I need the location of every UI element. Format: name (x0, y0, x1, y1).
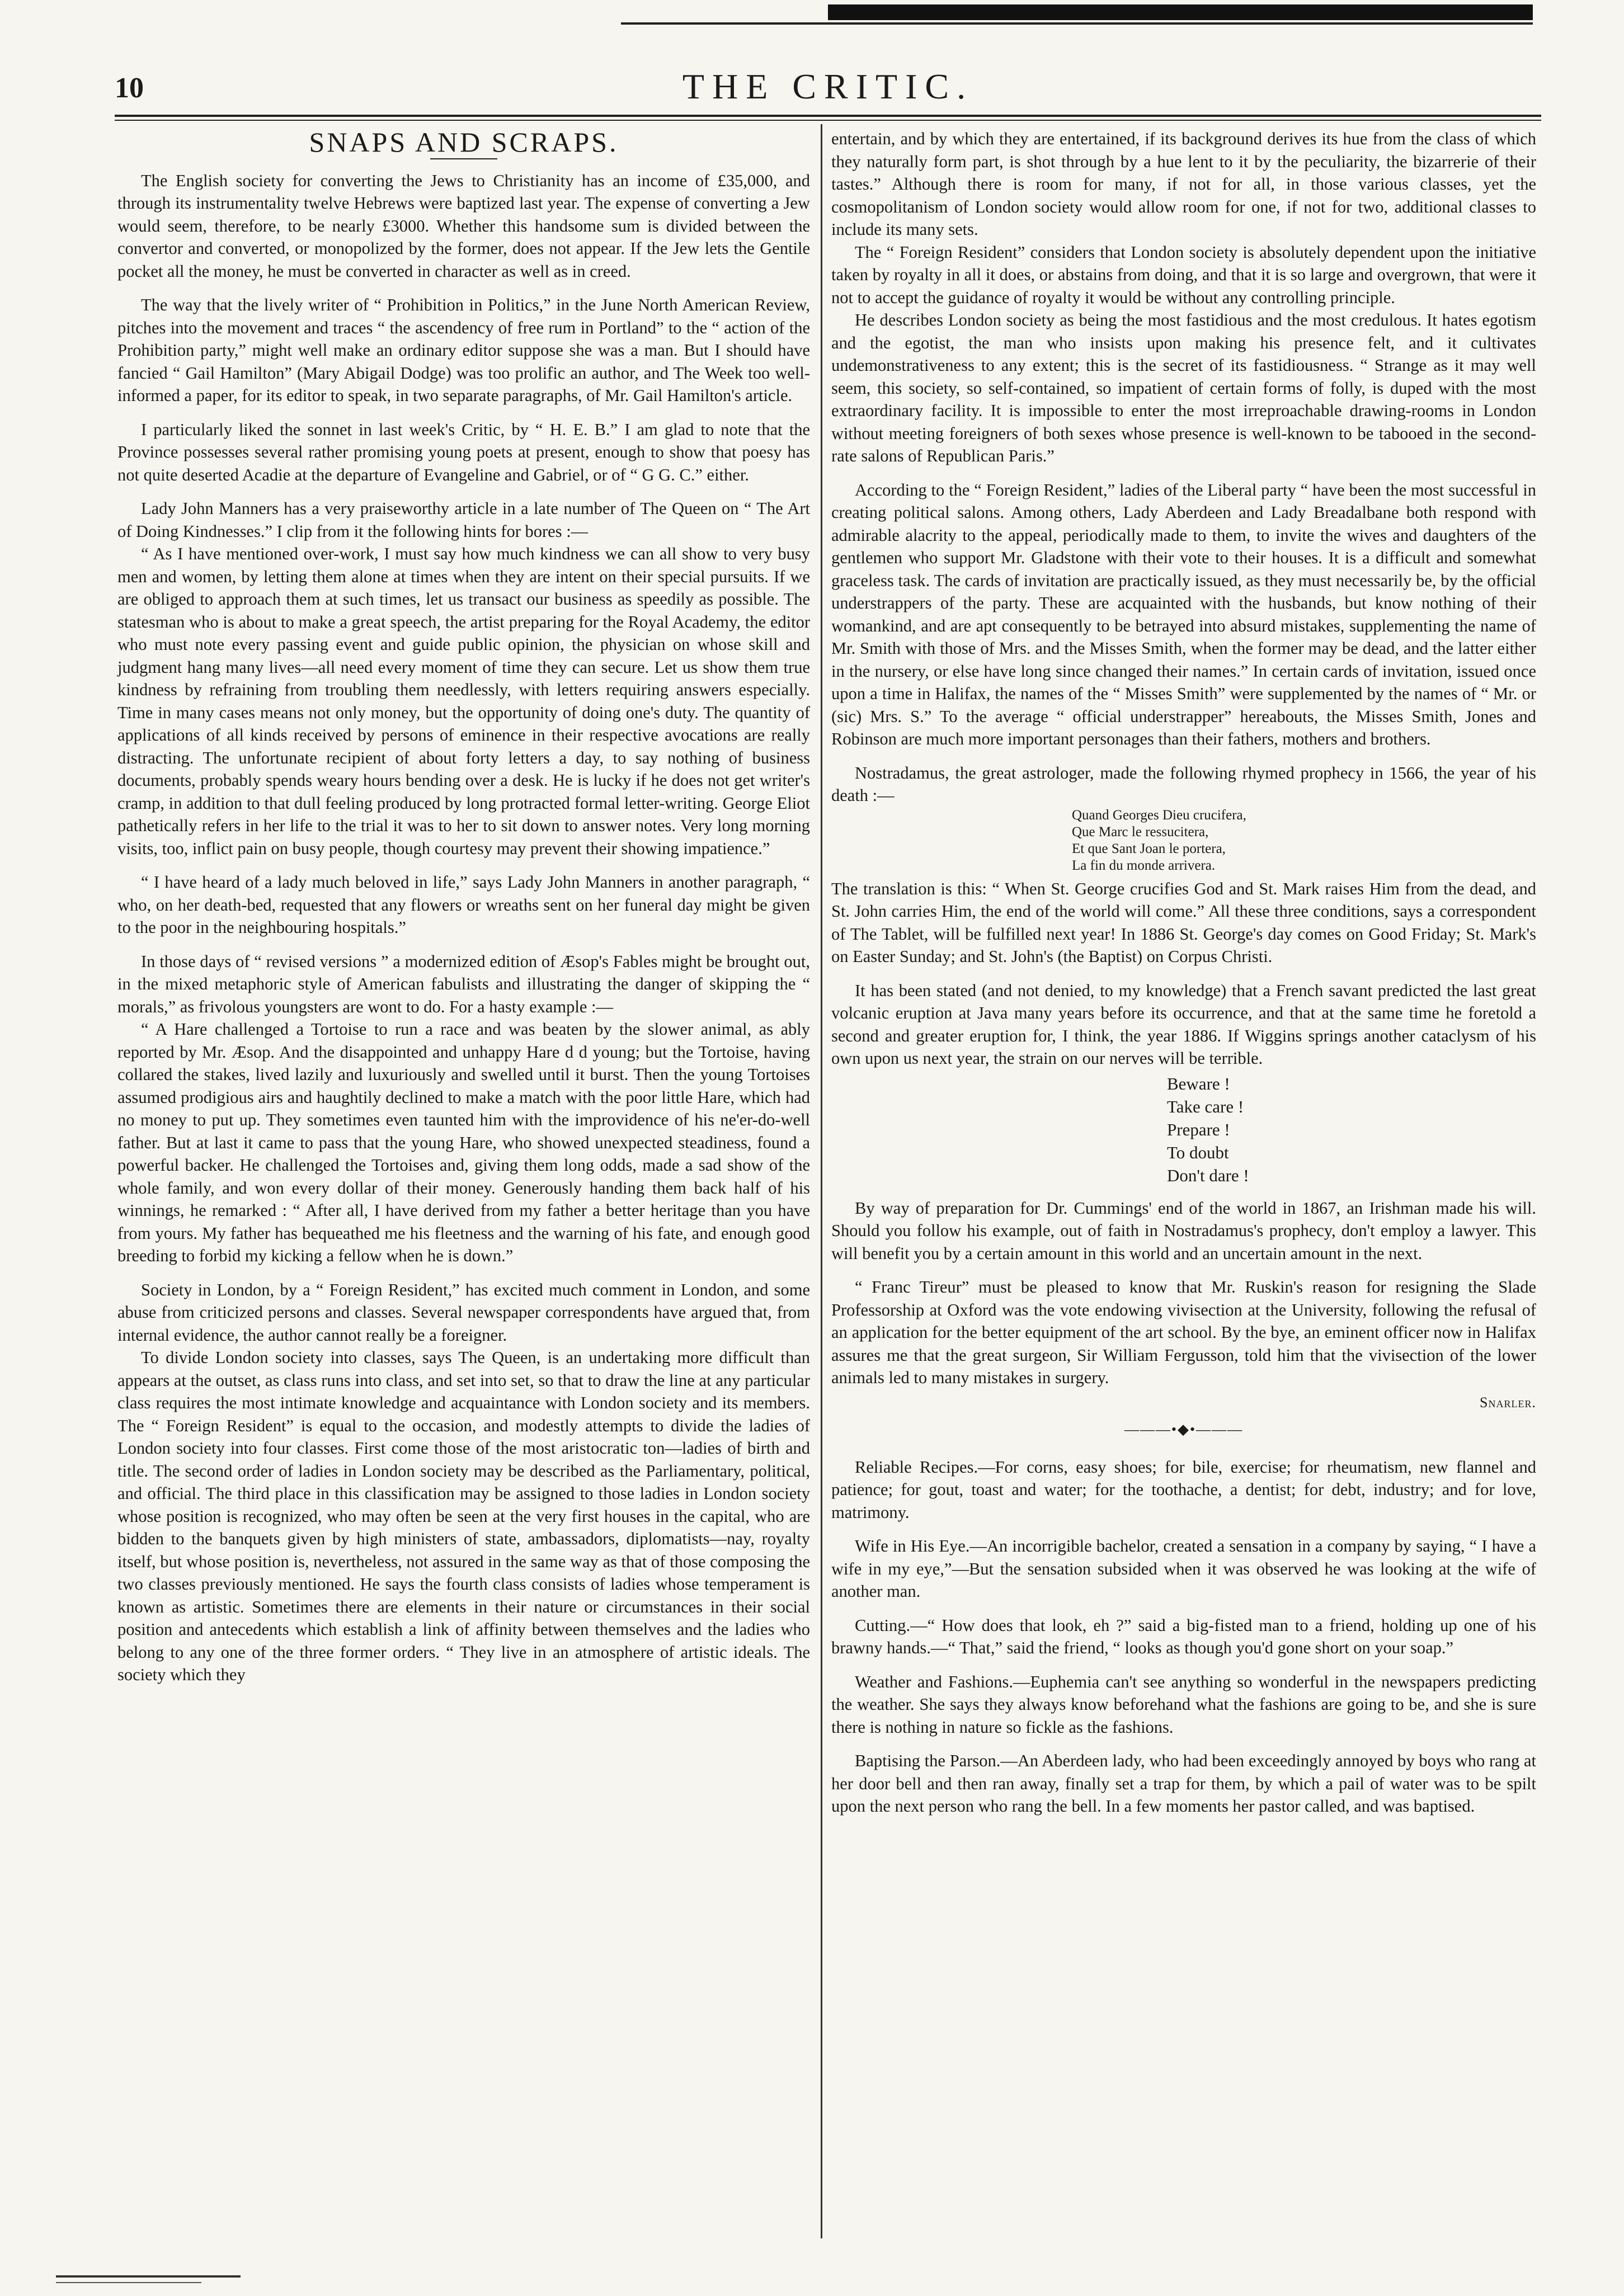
scrap-item: Baptising the Parson.—An Aberdeen lady, who had been exceedingly annoyed by boys who rang at her door bell and then ran away, finally set a trap for them, by which a pail of water was to be spilt upon the next person who rang the bell. In a few moments her pastor called, and was baptised. (831, 1751, 1536, 1816)
column-divider (821, 124, 822, 2238)
verse-line: Take care ! (1167, 1096, 1244, 1116)
paragraph: By way of preparation for Dr. Cummings' end of the world in 1867, an Irishman made his will. Should you follow his example, out of faith in Nostradamus's prophecy, don't employ a lawyer. This will benefit you by a certain amount in this world and an uncertain amount in the next. (831, 1198, 1536, 1263)
verse-line: Prepare ! (1167, 1119, 1230, 1139)
scrap-item: Reliable Recipes.—For corns, easy shoes; for bile, exercise; for rheumatism, new flannel and patience; for gout, toast and water; for the toothache, a dentist; for debt, industry; and for love, matrimony. (831, 1457, 1536, 1522)
verse-line: Don't dare ! (1167, 1165, 1249, 1185)
paragraph: In those days of “ revised versions ” a modernized edition of Æsop's Fables might be brought out, in the mixed metaphoric style of American fabulists and illustrating the danger of skipping the “ morals,” as frivolous youngsters are wont to do. For a hasty example :— (117, 951, 810, 1016)
paragraph: Lady John Manners has a very praiseworthy article in a late number of The Queen on “ The Art of Doing Kindnesses.” I clip from it the following hints for bores :— (117, 499, 810, 541)
bottom-rule (56, 2275, 241, 2278)
verse-line: Quand Georges Dieu crucifera, (1072, 807, 1246, 823)
right-column (831, 128, 1536, 1829)
left-column (117, 128, 810, 1698)
paragraph: Nostradamus, the great astrologer, made the following rhymed prophecy in 1566, the year of his death :— (831, 763, 1536, 805)
page-number: 10 (115, 72, 144, 104)
verse-line: La fin du monde arrivera. (1072, 857, 1216, 873)
page-header (115, 66, 1541, 111)
section-ornament: ———•◆•——— (1124, 1421, 1244, 1437)
paragraph: entertain, and by which they are entertained, if its background derives its hue from the class of which they naturally form part, is shot through by a hue lent to it by the peculiarity, the bizarrerie of their tastes.” Although there is room for many, if not for all, in those various classes, yet the cosmopolitanism of London society would allow room for one, if not for two, additional classes to include its many sets. (831, 129, 1536, 239)
paragraph: Society in London, by a “ Foreign Resident,” has excited much comment in London, and some abuse from criticized persons and classes. Several newspaper correspondents have argued that, from internal evidence, the author cannot really be a foreigner. (117, 1280, 810, 1345)
paragraph: I particularly liked the sonnet in last week's Critic, by “ H. E. B.” I am glad to note that the Province possesses several rather promising young poets at present, enough to show that poesy has not quite deserted Acadie at the departure of Evangeline and Gabriel, or of “ G G. C.” either. (117, 419, 810, 484)
section-title: SNAPS AND SCRAPS. (309, 126, 619, 158)
paragraph: “ I have heard of a lady much beloved in life,” says Lady John Manners in another paragraph, “ who, on her death-bed, requested that any flowers or wreaths sent on her funeral day might be given to the poor in the neighbouring hospitals.” (117, 873, 810, 937)
paragraph: The way that the lively writer of “ Prohibition in Politics,” in the June North American Review, pitches into the movement and traces “ the ascendency of free rum in Portland” to the “ action of the Prohibition party,” might well make an ordinary editor suppose she was a man. But I should have fancied “ Gail Hamilton” (Mary Abigail Dodge) was too prolific an author, and The Week too well-informed a paper, for its editor to speak, in two separate paragraphs, of Mr. Gail Hamilton's article. (117, 295, 810, 405)
paragraph: “ Franc Tireur” must be pleased to know that Mr. Ruskin's reason for resigning the Slade Professorship at Oxford was the vote endowing vivisection at the University, following the refusal of an application for the better equipment of the art school. By the bye, an eminent officer now in Halifax assures me that the great surgeon, Sir William Fergusson, told him that the vivisection of the lower animals led to many mistakes in surgery. (831, 1277, 1536, 1387)
header-rule-thick (115, 115, 1541, 117)
quoted-paragraph: “ As I have mentioned over-work, I must say how much kindness we can all show to very busy men and women, by letting them alone at times when they are intent on their special pursuits. If we are obliged to approach them at such times, let us transact our business as speedily as possible. The statesman who is about to make a great speech, the artist preparing for the Royal Academy, the editor who must note every passing event and guide public opinion, the physician on whose skill and judgment hang many lives—all need every moment of time they can secure. Let us show them true kindness by refraining from troubling them needlessly, with letters requiring answers especially. Time in many cases means not only money, but the opportunity of doing one's duty. The quantity of applications of all kinds received by persons of eminence in their respective avocations are really distracting. The unfortunate recipient of about forty letters a day, to say nothing of business documents, probably spends weary hours bending over a desk. He is lucky if he does not get writer's cramp, in addition to that dull feeling produced by long protracted formal letter-writing. George Eliot pathetically refers in her life to the trial it was to her to sit down to answer notes. Very long morning visits, too, inflict pain on busy people, though courtesy may prevent their showing impatience.” (117, 544, 810, 858)
verse-line: Que Marc le ressucitera, (1072, 824, 1209, 840)
paragraph: The translation is this: “ When St. George crucifies God and St. Mark raises Him from the dead, and St. John carries Him, the end of the world will come.” All these three conditions, says a correspondent of The Tablet, will be fulfilled next year! In 1886 St. George's day comes on Good Friday; St. Mark's on Easter Sunday; and St. John's (the Baptist) on Corpus Christi. (831, 879, 1536, 966)
paragraph: To divide London society into classes, says The Queen, is an undertaking more difficult than appears at the outset, as class runs into class, and set into set, so that to draw the line at any particular class requires the most intimate knowledge and acquaintance with London society and its members. The “ Foreign Resident” is equal to the occasion, and modestly attempts to divide the ladies of London society into four classes. First come those of the most aristocratic ton—ladies of birth and title. The second order of ladies in London society may be described as the Parliamentary, political, and official. The third place in this classification may be assigned to those ladies in London society whose position is recognized, who may often be seen at the very first houses in the capital, who are bidden to the banquets given by high ministers of state, ambassadors, diplomatists—nay, royalty itself, but whose position is, nevertheless, not assured in the same way as that of those composing the two classes previously mentioned. He says the fourth class consists of ladies whose temperament is known as artistic. Sometimes there are elements in their nature or circumstances in their social position and antecedents which establish a link of affinity between themselves and the ladies who belong to any one of the three former orders. “ They live in an atmosphere of artistic ideals. The society which they (117, 1348, 810, 1684)
quoted-paragraph: “ A Hare challenged a Tortoise to run a race and was beaten by the slower animal, as ably reported by Mr. Æsop. And the disappointed and unhappy Hare d d young; but the Tortoise, having collared the stakes, lived lazily and luxuriously and swelled until it burst. Then the young Tortoises assumed prodigious airs and haughtily declined to make a match with the poor little Hare, which had no money to put up. They sometimes even taunted him with the improvidence of his ne'er-do-well father. But at last it came to pass that the young Hare, who showed unexpected steadiness, found a powerful backer. He challenged the Tortoises and, giving them long odds, made a sad show of the whole family, and won every dollar of their money. Generously handing them back half of his winnings, he remarked : “ After all, I have derived from my father a better heritage than you have from yours. My father has bequeathed me his fleetness and the warning of his fate, and enough good breeding to forbid my kicking a fellow when he is down.” (117, 1020, 810, 1265)
bottom-rule-thin (56, 2282, 201, 2283)
paragraph: According to the “ Foreign Resident,” ladies of the Liberal party “ have been the most successful in creating political salons. Among others, Lady Aberdeen and Lady Breadalbane both respond with admirable alacrity to the appeal, periodically made to them, to invite the wives and daughters of the gentlemen who support Mr. Gladstone with their vote to their houses. It is a difficult and somewhat graceless task. The cards of invitation are practically issued, as they must necessarily be, by the official understrappers of the party. These are acquainted with the husbands, but know nothing of their womankind, and are apt consequently to be betrayed into absurd mistakes, supplementing the name of Mr. Smith with those of Mrs. and the Misses Smith, when the former may be dead, and the latter either in the nursery, or else have long since changed their names.” In certain cards of invitation, issued once upon a time in Halifax, the names of the “ Misses Smith” were supplemented by the names of “ Mr. or (sic) Mrs. S.” To the average “ official understrapper” hereabouts, the Misses Smith, Jones and Robinson are much more important personages than their fathers, mothers and brothers. (831, 480, 1536, 748)
title-underline (430, 158, 497, 159)
paragraph: He describes London society as being the most fastidious and the most credulous. It hates egotism and the egotist, the man who insists upon making his presence felt, and it cultivates undemonstrativeness to any extent; this is the secret of its fastidiousness. “ Strange as it may well seem, this society, so self-contained, so impatient of certain forms of folly, is duped with the most extraordinary facility. It is impossible to enter the most irreproachable drawing-rooms in London without meeting foreigners of both sexes whose presence is well-known to be tabooed in the second-rate salons of Republican Paris.” (831, 310, 1536, 465)
scrap-item: Cutting.—“ How does that look, eh ?” said a big-fisted man to a friend, holding up one of his brawny hands.—“ That,” said the friend, “ looks as though you'd gone short on your soap.” (831, 1615, 1536, 1657)
paragraph: It has been stated (and not denied, to my knowledge) that a French savant predicted the last great volcanic eruption at Java many years before its occurrence, and that at the same time he foretold a second and greater eruption for, I think, the year 1886. If Wiggins springs another cataclysm of his own upon us next year, the strain on our nerves will be terrible. (831, 980, 1536, 1068)
scrap-item: Wife in His Eye.—An incorrigible bachelor, created a sensation in a company by saying, “ I have a wife in my eye,”—But the sensation subsided when it was observed he was looking at the wife of another man. (831, 1536, 1536, 1601)
header-rule-thin (115, 120, 1541, 121)
paragraph: The English society for converting the Jews to Christianity has an income of £35,000, and through its instrumentality twelve Hebrews were baptized last year. The expense of converting a Jew would seem, therefore, to be nearly £3000. Whether this handsome sum is divided between the convertor and converted, or monopolized by the former, does not appear. If the Jew lets the Gentile pocket all the money, he must be converted in character as well as in creed. (117, 171, 810, 281)
top-thin-rule (621, 22, 1533, 25)
prophecy-verse (1072, 807, 1536, 874)
scrap-item: Weather and Fashions.—Euphemia can't see anything so wonderful in the newspapers predicting the weather. She says they always know beforehand what the fashions are going to be, and she is sure there is nothing in nature so fickle as the fashions. (831, 1672, 1536, 1737)
beware-verse (1167, 1072, 1536, 1187)
verse-line: Et que Sant Joan le portera, (1072, 841, 1226, 856)
paragraph: The “ Foreign Resident” considers that London society is absolutely dependent upon the initiative taken by royalty in all it does, or abstains from doing, and that it is so large and overgrown, that were it not to accept the guidance of royalty it would be without any controlling principle. (831, 242, 1536, 307)
verse-line: To doubt (1167, 1142, 1229, 1162)
top-ink-bar (828, 4, 1533, 20)
signature: Snarler. (1480, 1394, 1536, 1411)
verse-line: Beware ! (1167, 1073, 1230, 1093)
masthead-title: THE CRITIC. (682, 67, 974, 106)
